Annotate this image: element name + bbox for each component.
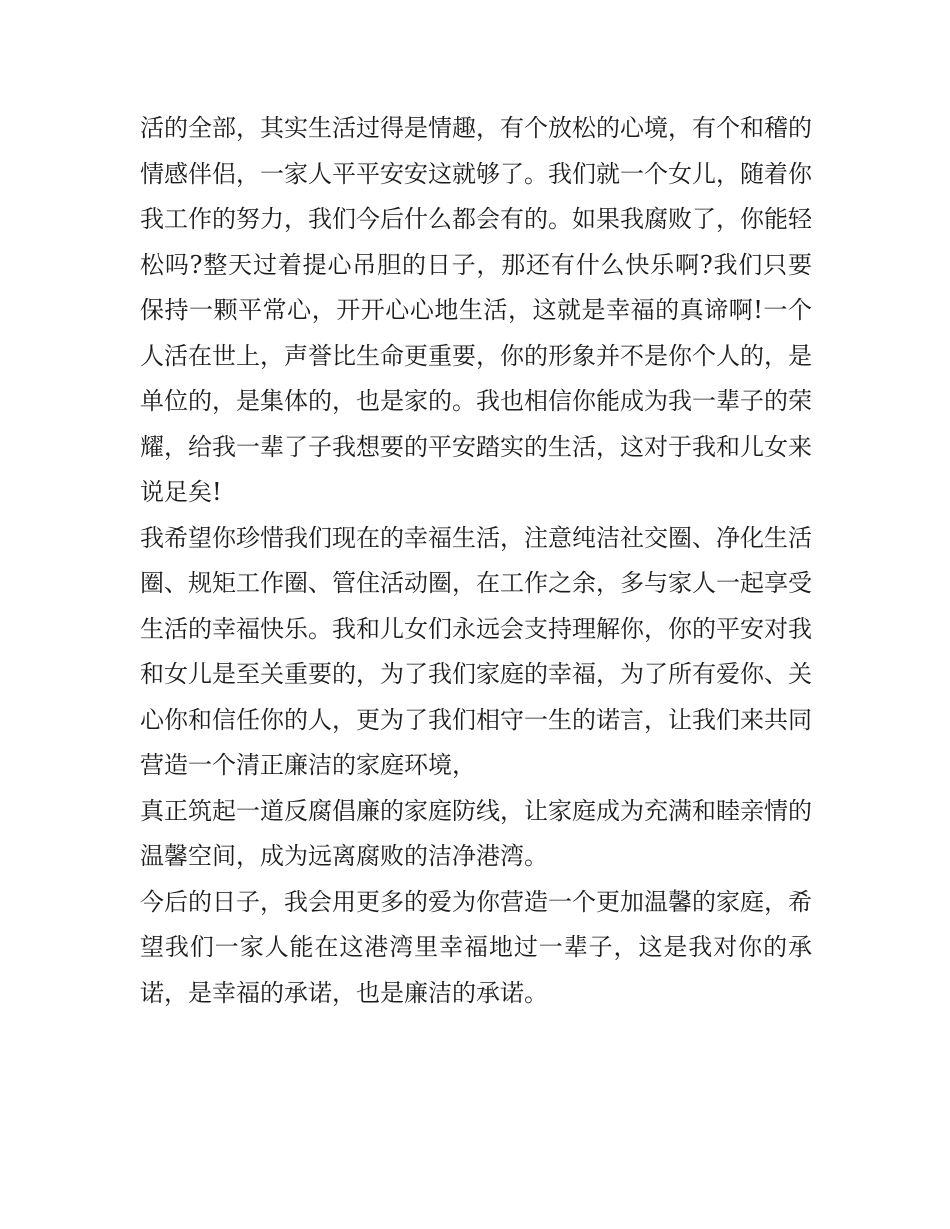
paragraph-3: 真正筑起一道反腐倡廉的家庭防线，让家庭成为充满和睦亲情的温馨空间，成为远离腐败的洁净港湾。 [140,796,812,870]
paragraph-1: 活的全部，其实生活过得是情趣，有个放松的心境，有个和稽的情感伴侣，一家人平平安安这就够了。我们就一个女儿，随着你我工作的努力，我们今后什么都会有的。如果我腐败了，你能轻松吗?整天过着提心吊胆的日子，那还有什么快乐啊?我们只要保持一颗平常心，开开心心地生活，这就是幸福的真谛啊!一个人活在世上，声誉比生命更重要，你的形象并不是你个人的，是单位的，是集体的，也是家的。我也相信你能成为我一辈子的荣耀，给我一辈了子我想要的平安踏实的生活，这对于我和儿女来说足矣! [140,114,812,506]
document-body [140,106,812,1016]
paragraph-4: 今后的日子，我会用更多的爱为你营造一个更加温馨的家庭，希望我们一家人能在这港湾里幸福地过一辈子，这是我对你的承诺，是幸福的承诺，也是廉洁的承诺。 [140,887,812,1007]
paragraph-2: 我希望你珍惜我们现在的幸福生活，注意纯洁社交圈、净化生活圈、规矩工作圈、管住活动圈，在工作之余，多与家人一起享受生活的幸福快乐。我和儿女们永远会支持理解你，你的平安对我和女儿是至关重要的，为了我们家庭的幸福，为了所有爱你、关心你和信任你的人，更为了我们相守一生的诺言，让我们来共同营造一个清正廉洁的家庭环境， [140,523,812,779]
